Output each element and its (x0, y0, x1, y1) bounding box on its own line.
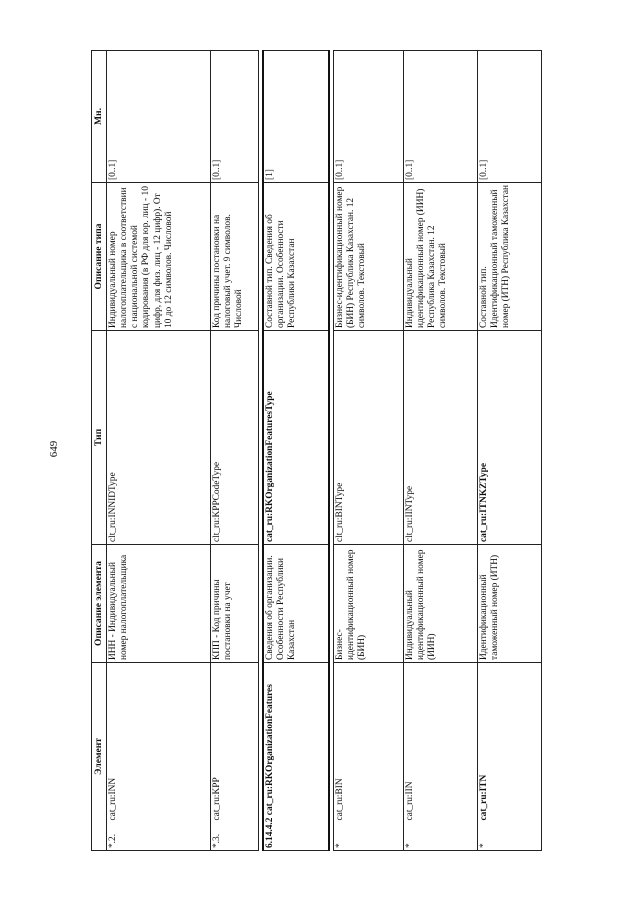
element-description: Бизнес-идентификационный номер (БИН) (333, 545, 403, 663)
header-element-desc: Описание элемента (92, 545, 107, 663)
multiplicity: [0..1] (333, 51, 403, 183)
row-number: * (333, 823, 403, 851)
section-title (263, 663, 329, 851)
section-row (263, 51, 329, 851)
spec-table (91, 50, 542, 851)
element-name: cat_ru:INN (106, 663, 210, 823)
type-name: clt_ru:KPPCodeType (210, 331, 258, 545)
type-name: cat_ru:ITNKZType (477, 331, 541, 545)
row-number: *.2. (106, 823, 210, 851)
type-description: Составной тип. Идентификационный таможенный номер (ИТН) Республика Казахстан (477, 183, 541, 331)
section-element: cat_ru:RKOrganizationFeatures (264, 684, 275, 816)
section-multiplicity: [1] (263, 51, 329, 183)
header-type: Тип (92, 331, 107, 545)
header-mult: Мн. (92, 51, 107, 183)
element-description: Индивидуальный идентификационный номер (ИИН) (403, 545, 477, 663)
multiplicity: [0..1] (403, 51, 477, 183)
row-number: *.3. (210, 823, 258, 851)
type-description: Индивидуальный номер налогоплательщика в соответствии с национальной системой кодирования (в РФ для юр. лиц - 10 цифр, для физ. лиц - 12 цифр). От 10 до 12 символов. Числовой (106, 183, 210, 331)
type-name: clt_ru:IINType (403, 331, 477, 545)
element-name: cat_ru:IIN (403, 663, 477, 823)
header-type-desc: Описание типа (92, 183, 107, 331)
type-description: Бизнес-идентификационный номер (БИН) Республика Казахстан. 12 символов. Текстовый (333, 183, 403, 331)
page-number: 649 (48, 440, 60, 458)
type-description: Код причины постановки на налоговый учет. 9 символов. Числовой (210, 183, 258, 331)
type-name: clt_ru:BINType (333, 331, 403, 545)
header-row (92, 51, 107, 851)
type-description: Индивидуальный идентификационный номер (ИИН) Республика Казахстан. 12 символов. Текстовый (403, 183, 477, 331)
header-element: Элемент (92, 663, 107, 851)
table-row (403, 51, 477, 851)
multiplicity: [0..1] (106, 51, 210, 183)
row-number: * (477, 823, 541, 851)
multiplicity: [0..1] (477, 51, 541, 183)
row-number: * (403, 823, 477, 851)
rotated-table-wrapper (91, 51, 561, 851)
table-row (210, 51, 258, 851)
element-name: cat_ru:KPP (210, 663, 258, 823)
element-description: КПП - Код причины постановки на учет (210, 545, 258, 663)
multiplicity: [0..1] (210, 51, 258, 183)
type-name: clt_ru:INNIDType (106, 331, 210, 545)
section-type: cat_ru:RKOrganizationFeaturesType (263, 331, 329, 545)
table-row (106, 51, 210, 851)
section-type-description: Составной тип. Сведения об организации. Особенности Республики Казахстан (263, 183, 329, 331)
section-number: 6.14.4.2 (264, 817, 275, 848)
section-element-description: Сведения об организации. Особенности Республики Казахстан (263, 545, 329, 663)
table-row (477, 51, 541, 851)
element-name: cat_ru:BIN (333, 663, 403, 823)
table-row (333, 51, 403, 851)
element-description: ИНН - Индивидуальный номер налогоплательщика (106, 545, 210, 663)
element-name: cat_ru:ITN (477, 663, 541, 823)
element-description: Идентификационный таможенный номер (ИТН) (477, 545, 541, 663)
